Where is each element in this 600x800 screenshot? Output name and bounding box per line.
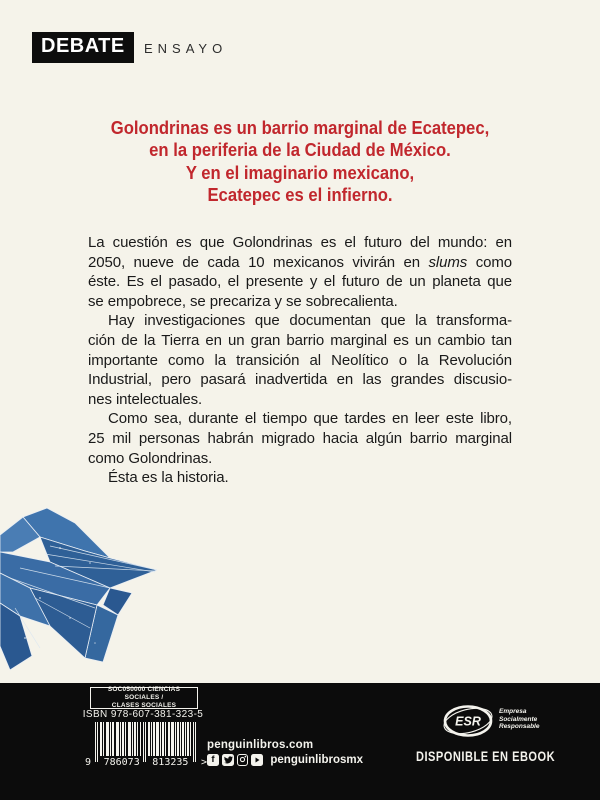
barcode-digits [85, 757, 207, 768]
collection-label: ENSAYO [144, 41, 228, 56]
esr-logo [443, 701, 539, 741]
synopsis [88, 233, 512, 488]
synopsis-line: 25 mil personas habrán migrado hacia algún barrio marginal [88, 429, 512, 447]
synopsis-line [88, 253, 512, 273]
facebook-icon: f [207, 754, 219, 766]
headline-line: Y en el imaginario mexicano, [185, 161, 415, 183]
ebook-availability: DISPONIBLE EN EBOOK [416, 749, 556, 764]
synopsis-line: se empobrece, se precariza y se sobrecalienta. [88, 292, 398, 310]
barcode-arrow: > [200, 757, 207, 768]
headline-line: en la periferia de la Ciudad de México. [149, 139, 451, 161]
synopsis-line: importante como la transición al Neolítico o la Revolución [88, 351, 512, 369]
broken-glass-bird-image [0, 508, 160, 680]
bisac-line: CLASES SOCIALES [111, 702, 177, 709]
esr-emblem [443, 701, 495, 741]
twitter-icon [222, 754, 234, 766]
barcode-group: 813235 [152, 757, 189, 768]
youtube-icon [251, 754, 263, 766]
esr-caption-line: Empresa [499, 708, 527, 715]
synopsis-line: como Golondrinas. [88, 449, 213, 467]
synopsis-line: ción de la Tierra en un gran barrio marginal es un cambio tan [88, 331, 512, 349]
barcode [95, 722, 196, 762]
esr-caption-line: Socialmente [499, 715, 538, 723]
isbn-label: ISBN 978-607-381-323-5 [82, 709, 204, 720]
imprint-logo [32, 32, 134, 63]
instagram-icon [237, 754, 248, 765]
headline-line: Ecatepec es el infierno. [207, 184, 393, 206]
esr-abbr: ESR [455, 714, 481, 729]
synopsis-line-part: como [467, 253, 512, 271]
synopsis-line: Como sea, durante el tiempo que tardes en leer este libro, [108, 410, 512, 428]
website-url: penguinlibros.com [207, 739, 314, 751]
esr-caption [499, 708, 539, 741]
synopsis-line: éste. Es el pasado, el presente y el futuro de un planeta que [88, 273, 512, 291]
synopsis-line-part: 2050, nueve de cada 10 mexicanos vivirán en [88, 253, 429, 271]
barcode-lead-digit: 9 [85, 757, 92, 768]
synopsis-line: Ésta es la historia. [108, 469, 229, 487]
bisac-category-box [90, 687, 198, 709]
social-handle: penguinlibrosmx [270, 754, 364, 766]
headline [30, 117, 570, 207]
esr-caption-line: Responsable [499, 723, 540, 730]
synopsis-line: La cuestión es que Golondrinas es el futuro del mundo: en [88, 234, 512, 251]
synopsis-line: Industrial, pero pasará inadvertida en las grandes discusio- [88, 371, 512, 389]
footer-band [0, 683, 600, 800]
imprint-logo-label: DEBATE [41, 35, 125, 57]
headline-line: Golondrinas es un barrio marginal de Ecatepec, [110, 117, 490, 138]
synopsis-italic-word: slums [428, 253, 468, 271]
bisac-line: SOC050000 CIENCIAS SOCIALES / [107, 686, 181, 701]
barcode-group: 786073 [103, 757, 140, 768]
synopsis-line: nes intelectuales. [88, 390, 203, 408]
social-row [207, 754, 363, 766]
synopsis-line: Hay investigaciones que documentan que la transforma- [108, 312, 512, 330]
